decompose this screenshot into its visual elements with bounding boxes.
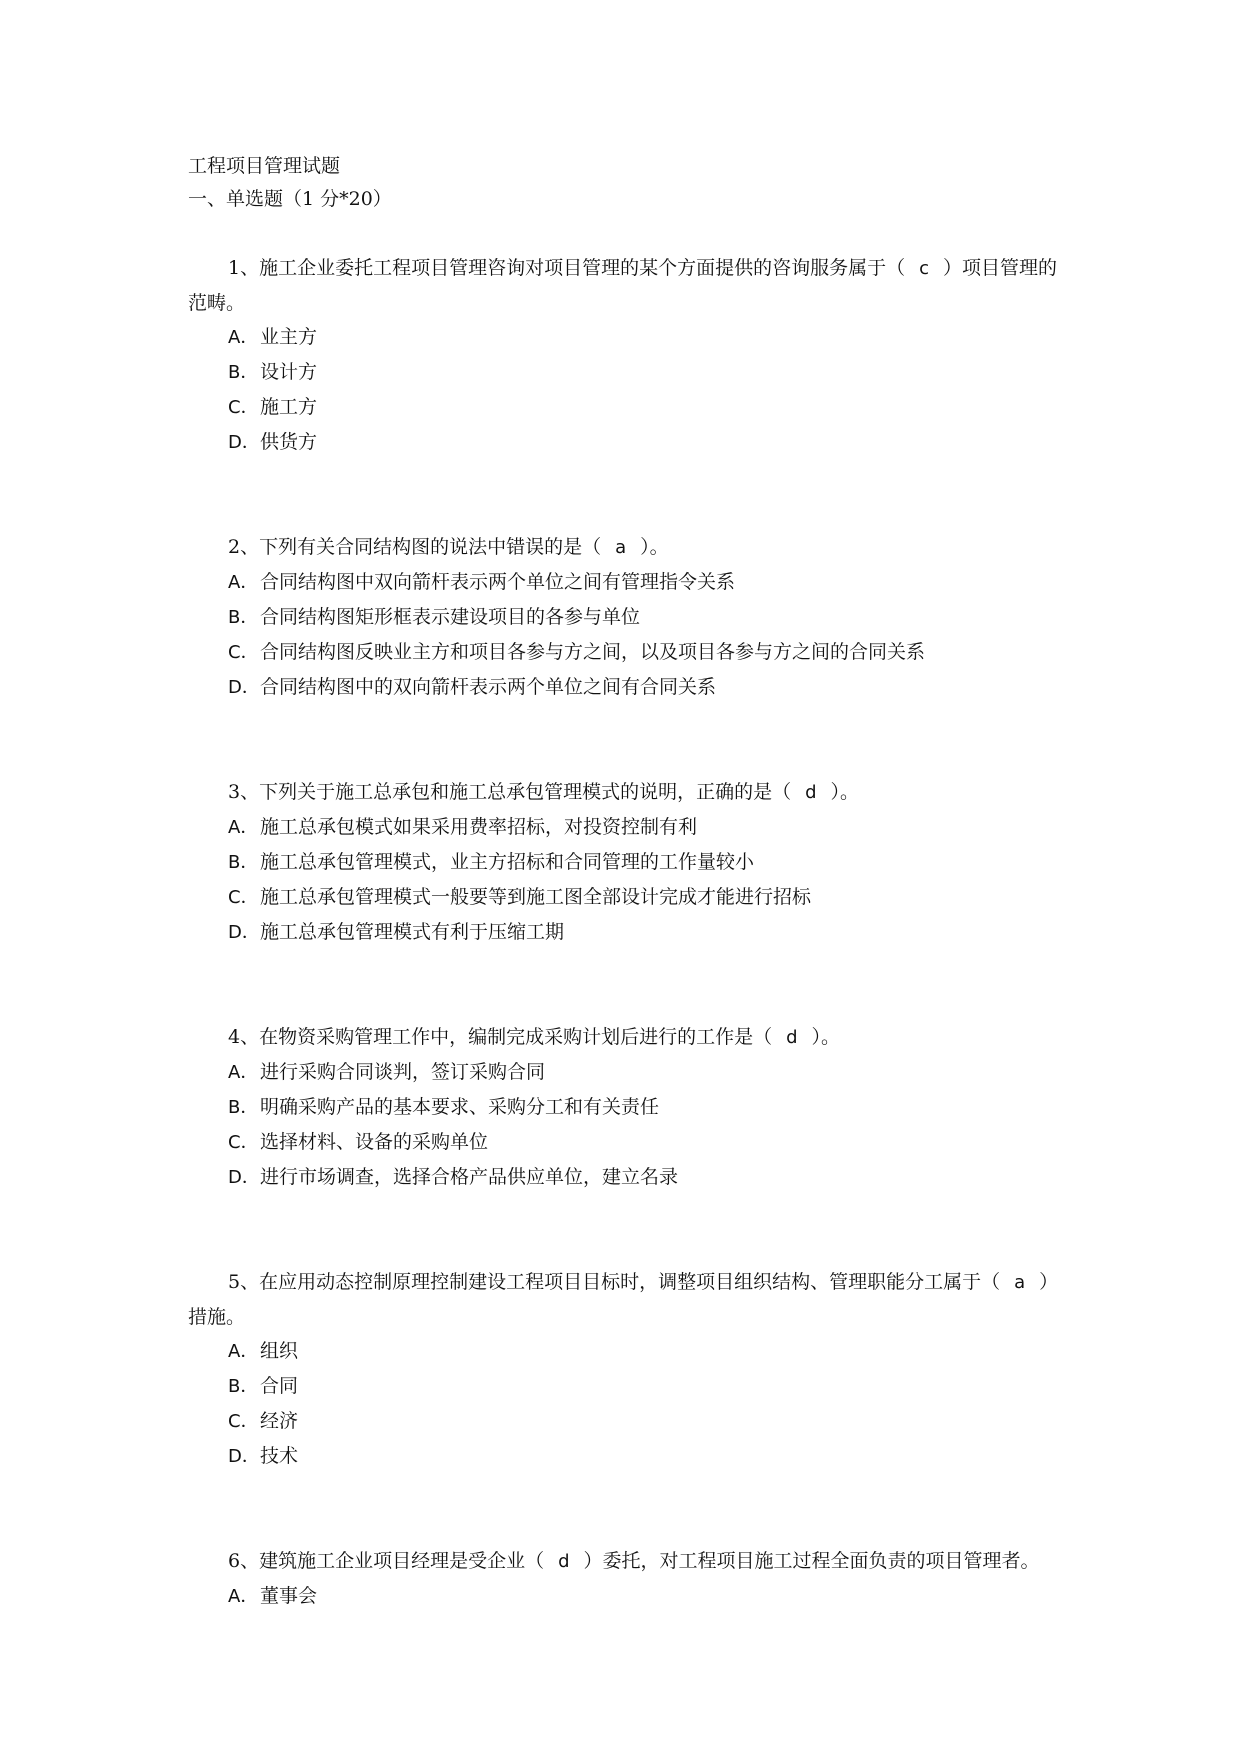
question-text: 3、下列关于施工总承包和施工总承包管理模式的说明，正确的是（	[228, 781, 792, 803]
option-text: 合同结构图中双向箭杆表示两个单位之间有管理指令关系	[260, 571, 736, 593]
option-letter: A．	[228, 1586, 259, 1607]
option-item	[188, 425, 1061, 460]
answer-mark: c	[919, 258, 929, 279]
option-text: 进行采购合同谈判，签订采购合同	[260, 1061, 546, 1083]
option-text: 技术	[260, 1445, 299, 1467]
option-item	[188, 1579, 1061, 1614]
option-list	[188, 810, 1061, 950]
option-list	[188, 320, 1061, 460]
option-text: 设计方	[260, 361, 318, 383]
question-text-end: ）委托，对工程项目施工过程全面负责的项目管理者。	[583, 1550, 1040, 1572]
option-item	[188, 1369, 1061, 1404]
option-text: 施工总承包管理模式一般要等到施工图全部设计完成才能进行招标	[260, 886, 812, 908]
option-item	[188, 600, 1061, 635]
question-2	[188, 530, 1061, 705]
question-text-end: ）。	[811, 1026, 841, 1048]
option-text: 进行市场调查，选择合格产品供应单位，建立名录	[260, 1166, 679, 1188]
option-text: 董事会	[260, 1585, 318, 1607]
answer-mark: d	[786, 1027, 798, 1048]
option-letter: D．	[228, 1167, 260, 1188]
question-stem	[188, 775, 1061, 810]
option-item	[188, 845, 1061, 880]
question-text: 6、建筑施工企业项目经理是受企业（	[228, 1550, 545, 1572]
option-item	[188, 810, 1061, 845]
option-letter: D．	[228, 1446, 260, 1467]
option-list	[188, 565, 1061, 705]
option-letter: D．	[228, 922, 260, 943]
answer-mark: d	[805, 782, 817, 803]
question-text-end: ）措施。	[188, 1271, 1059, 1328]
option-item	[188, 390, 1061, 425]
question-text: 5、在应用动态控制原理控制建设工程项目目标时，调整项目组织结构、管理职能分工属于（	[228, 1271, 1001, 1293]
option-letter: C．	[228, 1132, 259, 1153]
option-text: 合同结构图矩形框表示建设项目的各参与单位	[260, 606, 641, 628]
option-letter: B．	[228, 1097, 259, 1118]
question-text: 2、下列有关合同结构图的说法中错误的是（	[228, 536, 602, 558]
option-item	[188, 565, 1061, 600]
option-item	[188, 670, 1061, 705]
question-stem	[188, 251, 1061, 320]
document-title: 工程项目管理试题	[188, 155, 341, 177]
option-text: 业主方	[260, 326, 318, 348]
question-1	[188, 251, 1061, 460]
option-letter: C．	[228, 397, 259, 418]
question-text-end: ）。	[830, 781, 860, 803]
option-letter: B．	[228, 852, 259, 873]
option-item	[188, 1125, 1061, 1160]
option-text: 合同结构图中的双向箭杆表示两个单位之间有合同关系	[260, 676, 717, 698]
option-list	[188, 1334, 1061, 1474]
option-letter: A．	[228, 327, 259, 348]
option-text: 明确采购产品的基本要求、采购分工和有关责任	[260, 1096, 660, 1118]
option-item	[188, 1439, 1061, 1474]
option-letter: C．	[228, 887, 259, 908]
option-list	[188, 1055, 1061, 1195]
option-item	[188, 1055, 1061, 1090]
option-letter: D．	[228, 432, 260, 453]
option-letter: B．	[228, 607, 259, 628]
option-letter: C．	[228, 1411, 259, 1432]
question-text: 1、施工企业委托工程项目管理咨询对项目管理的某个方面提供的咨询服务属于（	[228, 257, 906, 279]
option-letter: A．	[228, 1062, 259, 1083]
option-text: 施工总承包管理模式有利于压缩工期	[260, 921, 565, 943]
question-5	[188, 1265, 1061, 1474]
option-item	[188, 1404, 1061, 1439]
option-letter: B．	[228, 362, 259, 383]
option-text: 施工总承包管理模式，业主方招标和合同管理的工作量较小	[260, 851, 755, 873]
option-item	[188, 1334, 1061, 1369]
option-text: 合同结构图反映业主方和项目各参与方之间，以及项目各参与方之间的合同关系	[260, 641, 926, 663]
option-item	[188, 635, 1061, 670]
option-item	[188, 1090, 1061, 1125]
question-stem	[188, 1544, 1061, 1579]
option-text: 组织	[260, 1340, 299, 1362]
question-list	[188, 251, 1061, 1614]
question-text-end: ）项目管理的范畴。	[188, 257, 1058, 314]
question-6	[188, 1544, 1061, 1614]
question-text: 4、在物资采购管理工作中，编制完成采购计划后进行的工作是（	[228, 1026, 773, 1048]
question-stem	[188, 530, 1061, 565]
option-item	[188, 915, 1061, 950]
section-title: 一、单选题（1 分*20）	[188, 188, 392, 210]
option-letter: A．	[228, 817, 259, 838]
answer-mark: a	[1014, 1272, 1026, 1293]
option-item	[188, 1160, 1061, 1195]
question-3	[188, 775, 1061, 950]
option-text: 施工总承包模式如果采用费率招标，对投资控制有利	[260, 816, 698, 838]
question-4	[188, 1020, 1061, 1195]
option-item	[188, 880, 1061, 915]
option-letter: A．	[228, 1341, 259, 1362]
answer-mark: d	[558, 1551, 570, 1572]
option-text: 供货方	[260, 431, 318, 453]
option-text: 施工方	[260, 396, 318, 418]
option-letter: C．	[228, 642, 259, 663]
option-letter: D．	[228, 677, 260, 698]
question-text-end: ）。	[640, 536, 669, 558]
option-text: 合同	[260, 1375, 299, 1397]
option-text: 选择材料、设备的采购单位	[260, 1131, 489, 1153]
option-letter: A．	[228, 572, 259, 593]
question-stem	[188, 1020, 1061, 1055]
option-list	[188, 1579, 1061, 1614]
option-text: 经济	[260, 1410, 299, 1432]
answer-mark: a	[615, 537, 627, 558]
option-letter: B．	[228, 1376, 259, 1397]
option-item	[188, 355, 1061, 390]
question-stem	[188, 1265, 1061, 1334]
option-item	[188, 320, 1061, 355]
